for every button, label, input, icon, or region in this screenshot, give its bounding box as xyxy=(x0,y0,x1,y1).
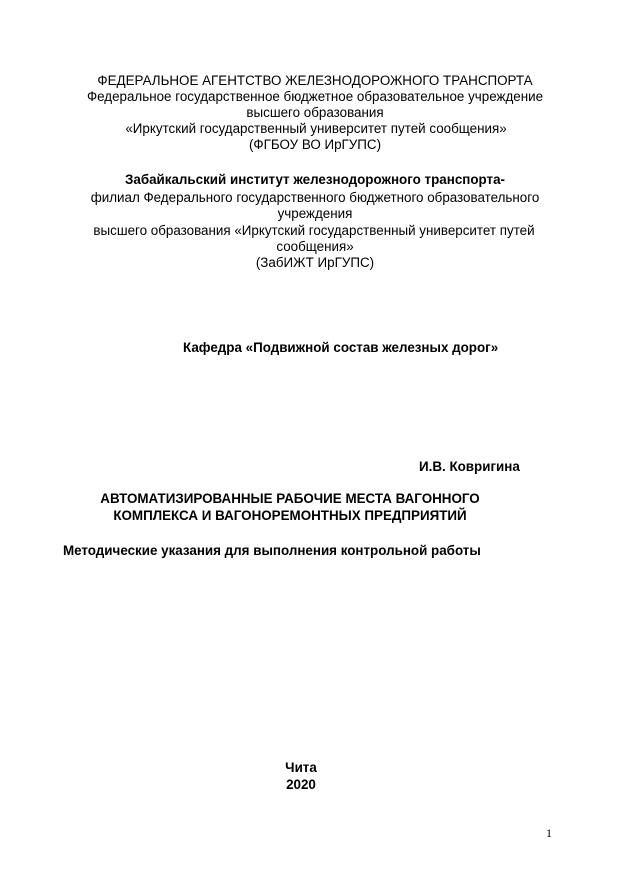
branch-name: Забайкальский институт железнодорожного транспорта- xyxy=(124,172,505,187)
branch-abbr: (ЗабИЖТ ИрГУПС) xyxy=(255,255,375,270)
university-name: «Иркутский государственный университет путей сообщения» xyxy=(125,121,507,136)
branch-line-4: высшего образования «Иркутский государственный университет путей xyxy=(93,223,535,238)
page-number: 1 xyxy=(546,826,552,840)
branch-line-5: сообщения» xyxy=(276,239,354,254)
publication-city: Чита xyxy=(285,760,317,775)
branch-line-2: филиал Федерального государственного бюджетного образовательного xyxy=(90,190,540,205)
branch-line-3: учреждения xyxy=(277,206,353,221)
agency-name: ФЕДЕРАЛЬНОЕ АГЕНТСТВО ЖЕЛЕЗНОДОРОЖНОГО ТРАНСПОРТА xyxy=(97,73,533,88)
university-abbr: (ФГБОУ ВО ИрГУПС) xyxy=(248,137,382,152)
title-line-2: КОМПЛЕКСА И ВАГОНОРЕМОНТНЫХ ПРЕДПРИЯТИЙ xyxy=(113,508,467,523)
institution-line-2: высшего образования xyxy=(246,105,384,120)
institution-line-1: Федеральное государственное бюджетное образовательное учреждение xyxy=(86,89,544,104)
department-name: Кафедра «Подвижной состав железных дорог» xyxy=(183,340,499,355)
title-line-1: АВТОМАТИЗИРОВАННЫЕ РАБОЧИЕ МЕСТА ВАГОННОГО xyxy=(100,491,480,506)
document-subtitle: Методические указания для выполнения контрольной работы xyxy=(63,543,481,558)
publication-year: 2020 xyxy=(286,777,316,792)
author-name: И.В. Ковригина xyxy=(419,459,520,474)
